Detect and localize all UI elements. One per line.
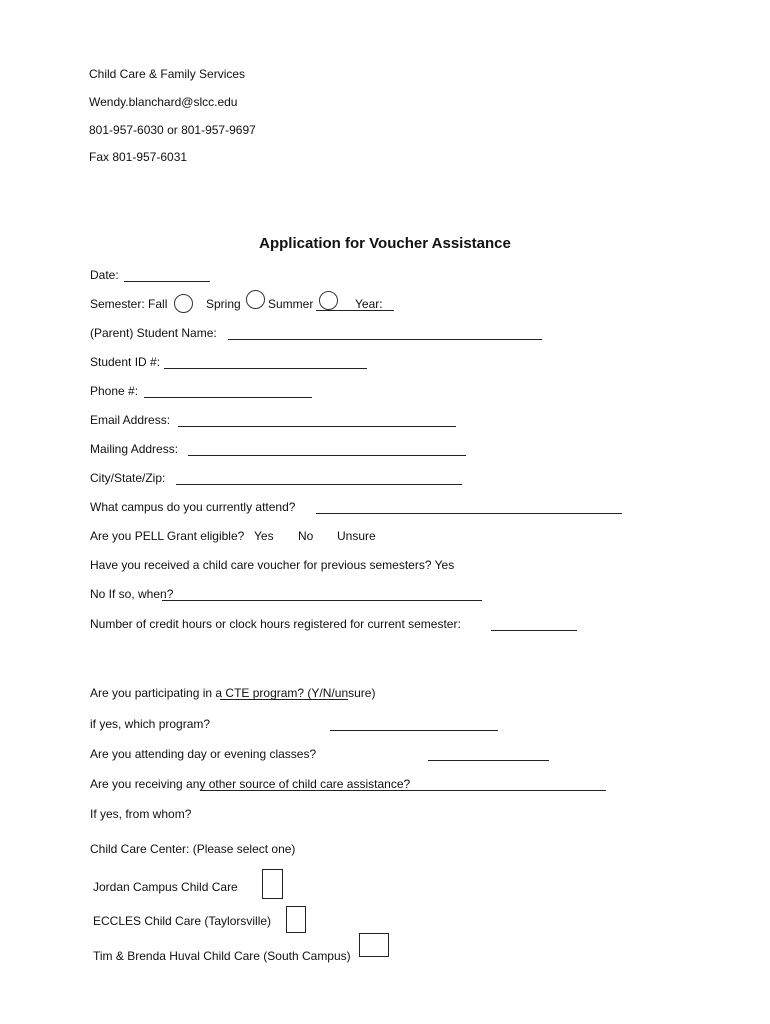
from-whom-label: If yes, from whom? xyxy=(90,807,192,821)
date-field[interactable] xyxy=(124,281,210,282)
center-jordan-checkbox[interactable] xyxy=(262,869,283,899)
pell-yes-option[interactable]: Yes xyxy=(254,529,274,543)
city-field[interactable] xyxy=(176,484,462,485)
center-eccles-label: ECCLES Child Care (Taylorsville) xyxy=(93,914,272,928)
other-source-label: Are you receiving any other source of child care assistance? xyxy=(90,777,411,791)
other-source-field[interactable] xyxy=(200,790,606,791)
contact-phone: 801-957-6030 or 801-957-9697 xyxy=(89,123,256,137)
org-name: Child Care & Family Services xyxy=(89,67,246,81)
center-huval-checkbox[interactable] xyxy=(359,933,389,957)
credit-hours-label: Number of credit hours or clock hours registered for current semester: xyxy=(90,617,461,631)
when-field[interactable] xyxy=(162,600,482,601)
which-program-field[interactable] xyxy=(330,730,498,731)
cte-label: Are you participating in a CTE program? (Y/N/unsure) xyxy=(90,686,376,700)
which-program-label: if yes, which program? xyxy=(90,717,211,731)
campus-label: What campus do you currently attend? xyxy=(90,500,296,514)
student-id-field[interactable] xyxy=(164,368,367,369)
campus-field[interactable] xyxy=(316,513,622,514)
day-evening-label: Are you attending day or evening classes? xyxy=(90,747,317,761)
mailing-label: Mailing Address: xyxy=(90,442,179,456)
spring-label: Spring xyxy=(206,297,241,311)
center-huval-label: Tim & Brenda Huval Child Care (South Campus) xyxy=(93,949,351,963)
center-select-label: Child Care Center: (Please select one) xyxy=(90,842,296,856)
phone-field[interactable] xyxy=(144,397,312,398)
day-evening-field[interactable] xyxy=(428,760,549,761)
pell-label: Are you PELL Grant eligible? xyxy=(90,529,245,543)
page-title: Application for Voucher Assistance xyxy=(259,235,511,252)
year-field[interactable] xyxy=(316,310,394,311)
spring-radio[interactable] xyxy=(246,290,265,309)
contact-fax: Fax 801-957-6031 xyxy=(89,150,188,164)
city-label: City/State/Zip: xyxy=(90,471,166,485)
student-name-label: (Parent) Student Name: xyxy=(90,326,217,340)
pell-no-option[interactable]: No xyxy=(298,529,314,543)
student-name-field[interactable] xyxy=(228,339,542,340)
semester-label: Semester: Fall xyxy=(90,297,168,311)
email-field[interactable] xyxy=(178,426,456,427)
pell-unsure-option[interactable]: Unsure xyxy=(337,529,376,543)
credit-hours-field[interactable] xyxy=(491,630,577,631)
contact-email: Wendy.blanchard@slcc.edu xyxy=(89,95,238,109)
center-eccles-checkbox[interactable] xyxy=(286,906,306,933)
year-label: Year: xyxy=(355,297,383,311)
no-when-label: No If so, when? xyxy=(90,587,174,601)
student-id-label: Student ID #: xyxy=(90,355,161,369)
center-jordan-label: Jordan Campus Child Care xyxy=(93,880,238,894)
email-label: Email Address: xyxy=(90,413,171,427)
cte-field[interactable] xyxy=(220,699,348,700)
fall-radio[interactable] xyxy=(174,294,193,313)
phone-label: Phone #: xyxy=(90,384,139,398)
mailing-field[interactable] xyxy=(188,455,466,456)
summer-radio[interactable] xyxy=(319,291,338,310)
previous-voucher-label: Have you received a child care voucher for previous semesters? Yes xyxy=(90,558,455,572)
date-label: Date: xyxy=(90,268,119,282)
summer-label: Summer xyxy=(268,297,314,311)
